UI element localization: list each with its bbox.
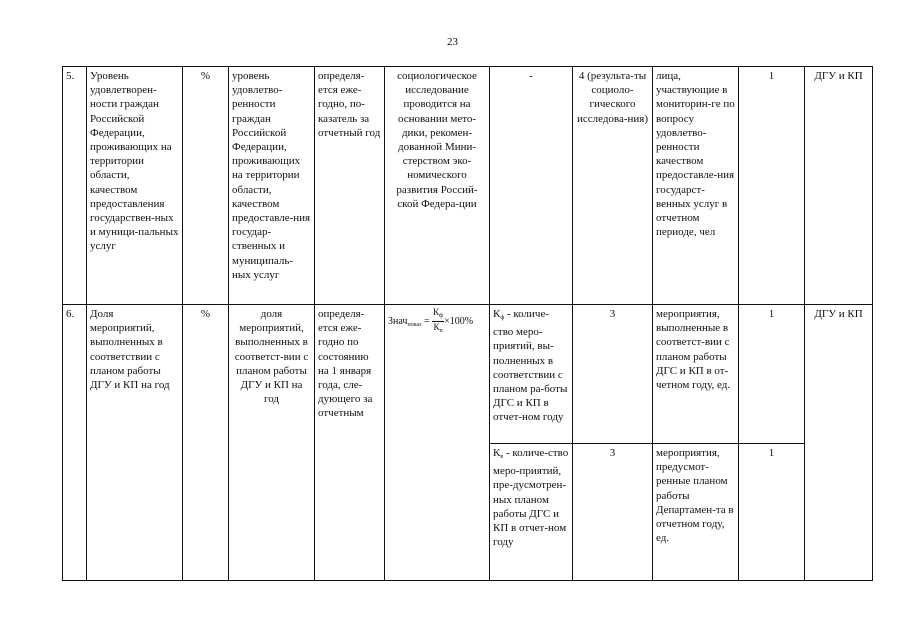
collection-method-code: 1 xyxy=(739,304,805,443)
base-indicator-code: 4 (результа-ты социоло-гического исследова-ния) xyxy=(573,67,653,305)
component-description: $К_ф$ - количе-ство меро-приятий, вы-полненных в соответствии с планом ра-боты ДГС и КП в отчет-ном году xyxy=(490,304,573,443)
unit: % xyxy=(183,67,229,305)
indicator-definition: доля мероприятий, выполненных в соответст-вии с планом работы ДГУ и КП на год xyxy=(229,304,315,580)
formula-numerator: $К_ф$ xyxy=(432,307,444,322)
indicator-name: Уровень удовлетворен-ности граждан Российской Федерации, проживающих на территории области, качеством предоставления государствен-ных и муници-пальных услуг xyxy=(87,67,183,305)
calculation-method: социологическое исследование проводится на основании мето-дики, рекомен-дованной Мини-стерством эко-номического развития Россий-ской Федера-ции xyxy=(385,67,490,305)
table-row xyxy=(63,67,873,305)
periodicity: определя-ется еже-годно по состоянию на 1 января года, сле-дующего за отчетным xyxy=(315,304,385,580)
base-indicator-code: 3 xyxy=(573,304,653,443)
indicator-name: Доля мероприятий, выполненных в соответствии с планом работы ДГУ и КП на год xyxy=(87,304,183,580)
formula-denominator: $К_п$ xyxy=(433,321,443,334)
responsible-body: ДГУ и КП xyxy=(805,304,873,580)
row-number: 5. xyxy=(63,67,87,305)
base-indicator-description: мероприятия, предусмот-ренные планом работы Департамен-та в отчетном году, ед. xyxy=(653,443,739,580)
indicator-definition: уровень удовлетво-ренности граждан Российской Федерации, проживающих на территории области, качеством предоставле-ния государ-ственных и муниципаль-ных услуг xyxy=(229,67,315,305)
base-indicator-code: 3 xyxy=(573,443,653,580)
unit: % xyxy=(183,304,229,580)
formula-label: Знач xyxy=(388,315,408,327)
formula-fraction xyxy=(432,307,444,336)
row-number: 6. xyxy=(63,304,87,580)
base-indicator-description: лица, участвующие в мониторин-ге по вопросу удовлетво-ренности качеством предоставле-ния государст-венных услуг в отчетном периоде, чел xyxy=(653,67,739,305)
indicators-table xyxy=(62,66,873,581)
formula-subscript: показ xyxy=(407,321,422,328)
component-description: $К_в$ - количе-ство меро-приятий, пре-дусмотрен-ных планом работы ДГС и КП в отчет-ном году xyxy=(490,443,573,580)
page-number: 23 xyxy=(447,36,458,48)
responsible-body: ДГУ и КП xyxy=(805,67,873,305)
collection-method-code: 1 xyxy=(739,67,805,305)
collection-method-code: 1 xyxy=(739,443,805,580)
base-indicator-description: мероприятия, выполненные в соответст-вии с планом работы ДГС и КП в от-четном году, ед. xyxy=(653,304,739,443)
equals-sign: = xyxy=(424,315,430,327)
periodicity: определя-ется еже-годно, по-казатель за отчетный год xyxy=(315,67,385,305)
formula-multiplier: ×100% xyxy=(444,315,474,327)
formula-cell xyxy=(385,304,490,580)
formula-cell: - xyxy=(490,67,573,305)
table-row xyxy=(63,304,873,443)
